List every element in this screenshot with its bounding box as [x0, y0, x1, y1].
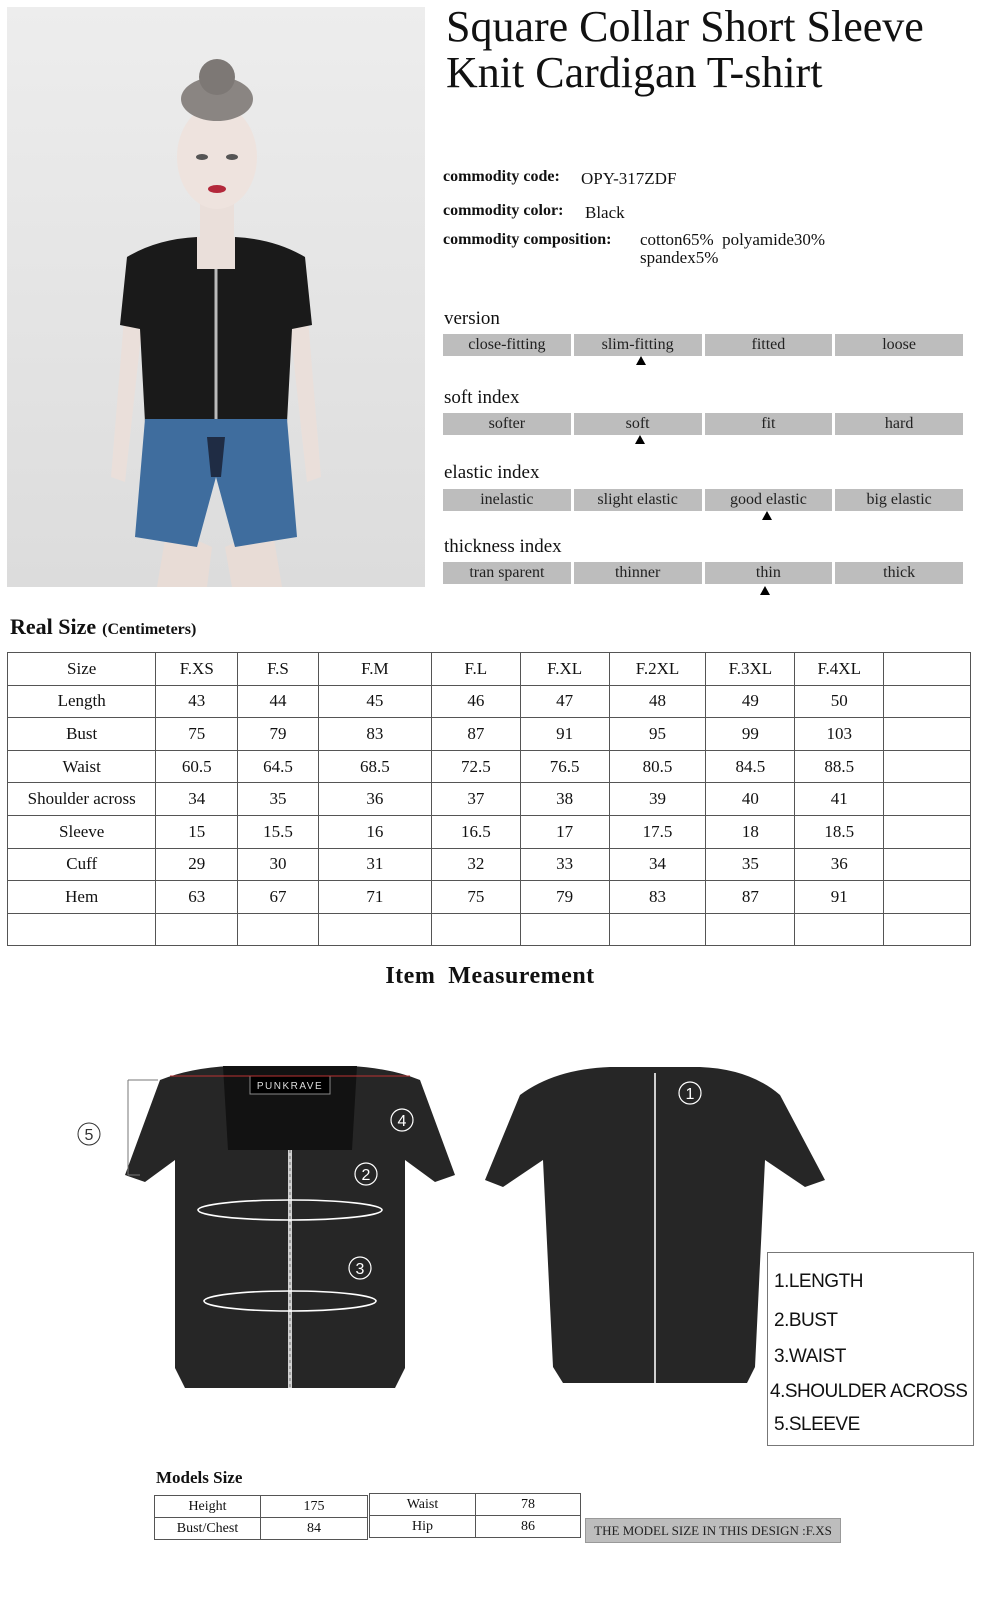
- table-row: [8, 783, 971, 816]
- brand-label: PUNKRAVE: [256, 1081, 324, 1092]
- commodity-color-value: Black: [585, 203, 625, 222]
- measurement-label-cell: Sleeve: [8, 815, 156, 848]
- size-value-cell: 76.5: [520, 750, 609, 783]
- soft-index-option: fit: [705, 413, 833, 435]
- version-scale: [443, 334, 963, 356]
- size-value-cell: 75: [156, 718, 238, 751]
- thickness-index-scale: [443, 562, 963, 584]
- size-value-cell: 84.5: [706, 750, 795, 783]
- size-value-cell: 40: [706, 783, 795, 816]
- table-row: [155, 1496, 368, 1518]
- size-table-header-row: [8, 653, 971, 686]
- version-selected-marker: [636, 356, 646, 365]
- callout-4: 4: [397, 1113, 407, 1130]
- table-row: [8, 815, 971, 848]
- size-value-cell: 34: [609, 848, 706, 881]
- size-value-cell: 44: [238, 685, 319, 718]
- callout-5: 5: [84, 1127, 94, 1144]
- size-value-cell: 79: [520, 881, 609, 914]
- soft-index-option: hard: [835, 413, 963, 435]
- legend-sleeve: 5.SLEEVE: [774, 1414, 860, 1435]
- callout-1: 1: [685, 1086, 695, 1103]
- soft-index-selected-marker: [635, 435, 645, 444]
- size-value-cell: [609, 913, 706, 946]
- table-row: [8, 881, 971, 914]
- size-value-cell: 67: [238, 881, 319, 914]
- size-value-cell: [238, 913, 319, 946]
- size-value-cell: 29: [156, 848, 238, 881]
- size-value-cell: 46: [431, 685, 520, 718]
- legend-bust: 2.BUST: [774, 1310, 838, 1331]
- size-value-cell: 30: [238, 848, 319, 881]
- size-header-cell: F.3XL: [706, 653, 795, 686]
- size-value-cell: 91: [795, 881, 884, 914]
- table-row: [370, 1494, 581, 1516]
- model-height-label: Height: [155, 1496, 261, 1518]
- models-size-title: Models Size: [156, 1468, 243, 1487]
- legend-waist: 3.WAIST: [774, 1346, 846, 1367]
- size-value-cell: 36: [318, 783, 431, 816]
- size-value-cell: 95: [609, 718, 706, 751]
- measurement-legend: [767, 1252, 974, 1446]
- size-value-cell: 41: [795, 783, 884, 816]
- elastic-index-selected-marker: [762, 511, 772, 520]
- version-option: loose: [835, 334, 963, 356]
- model-bust-value: 84: [261, 1518, 368, 1540]
- size-value-cell: 35: [238, 783, 319, 816]
- size-value-cell: [318, 913, 431, 946]
- model-size-note: THE MODEL SIZE IN THIS DESIGN :F.XS: [585, 1518, 841, 1543]
- size-value-cell: [884, 783, 971, 816]
- size-value-cell: 43: [156, 685, 238, 718]
- size-header-cell: F.XL: [520, 653, 609, 686]
- size-value-cell: 99: [706, 718, 795, 751]
- thickness-index-option: thick: [835, 562, 963, 584]
- size-value-cell: 17.5: [609, 815, 706, 848]
- legend-length: 1.LENGTH: [774, 1271, 863, 1292]
- size-value-cell: 64.5: [238, 750, 319, 783]
- size-value-cell: [156, 913, 238, 946]
- size-value-cell: 15.5: [238, 815, 319, 848]
- product-title: Square Collar Short Sleeve Knit Cardigan T-shirt: [446, 2, 924, 97]
- model-hip-value: 86: [476, 1516, 581, 1538]
- size-value-cell: 32: [431, 848, 520, 881]
- model-hip-label: Hip: [370, 1516, 476, 1538]
- size-value-cell: [884, 750, 971, 783]
- elastic-index-option: good elastic: [705, 489, 833, 511]
- size-value-cell: 36: [795, 848, 884, 881]
- size-header-cell: F.M: [318, 653, 431, 686]
- size-value-cell: 83: [318, 718, 431, 751]
- measurement-label-cell: [8, 913, 156, 946]
- size-value-cell: [884, 685, 971, 718]
- thickness-index-option: thinner: [574, 562, 702, 584]
- size-value-cell: 80.5: [609, 750, 706, 783]
- elastic-index-option: slight elastic: [574, 489, 702, 511]
- size-value-cell: 15: [156, 815, 238, 848]
- size-value-cell: 72.5: [431, 750, 520, 783]
- size-value-cell: 38: [520, 783, 609, 816]
- size-value-cell: 39: [609, 783, 706, 816]
- measurement-label-cell: Hem: [8, 881, 156, 914]
- model-waist-label: Waist: [370, 1494, 476, 1516]
- size-value-cell: 91: [520, 718, 609, 751]
- measurement-label-cell: Bust: [8, 718, 156, 751]
- table-row: [8, 913, 971, 946]
- size-header-cell: F.L: [431, 653, 520, 686]
- commodity-code-label: commodity code:: [443, 168, 560, 185]
- version-option: fitted: [705, 334, 833, 356]
- size-value-cell: 103: [795, 718, 884, 751]
- size-value-cell: 48: [609, 685, 706, 718]
- size-value-cell: [884, 718, 971, 751]
- version-option: slim-fitting: [574, 334, 702, 356]
- measurement-label-cell: Waist: [8, 750, 156, 783]
- measurement-label-cell: Cuff: [8, 848, 156, 881]
- commodity-color-label: commodity color:: [443, 202, 564, 219]
- table-row: [155, 1518, 368, 1540]
- commodity-code-value: OPY-317ZDF: [581, 169, 677, 188]
- measurement-label-cell: Shoulder across: [8, 783, 156, 816]
- real-size-title: Real Size: [10, 614, 97, 639]
- commodity-composition-label: commodity composition:: [443, 231, 612, 248]
- front-garment-diagram: [60, 1050, 480, 1410]
- size-value-cell: 79: [238, 718, 319, 751]
- soft-index-option: softer: [443, 413, 571, 435]
- size-value-cell: [706, 913, 795, 946]
- size-value-cell: 47: [520, 685, 609, 718]
- size-value-cell: 37: [431, 783, 520, 816]
- size-header-cell: F.2XL: [609, 653, 706, 686]
- thickness-index-title: thickness index: [444, 536, 562, 557]
- table-row: [8, 685, 971, 718]
- size-value-cell: 31: [318, 848, 431, 881]
- size-value-cell: 16.5: [431, 815, 520, 848]
- table-row: [370, 1516, 581, 1538]
- size-value-cell: 75: [431, 881, 520, 914]
- size-value-cell: 18: [706, 815, 795, 848]
- elastic-index-option: big elastic: [835, 489, 963, 511]
- thickness-index-option: thin: [705, 562, 833, 584]
- size-value-cell: 71: [318, 881, 431, 914]
- size-value-cell: 87: [431, 718, 520, 751]
- version-option: close-fitting: [443, 334, 571, 356]
- version-title: version: [444, 308, 500, 329]
- size-value-cell: 60.5: [156, 750, 238, 783]
- size-value-cell: 16: [318, 815, 431, 848]
- thickness-index-option: tran sparent: [443, 562, 571, 584]
- measurement-label-cell: Length: [8, 685, 156, 718]
- composition-line-2: spandex5%: [640, 248, 719, 267]
- size-value-cell: 87: [706, 881, 795, 914]
- thickness-index-selected-marker: [760, 586, 770, 595]
- soft-index-option: soft: [574, 413, 702, 435]
- size-value-cell: 34: [156, 783, 238, 816]
- commodity-composition-value: [640, 231, 825, 267]
- size-value-cell: [884, 881, 971, 914]
- model-photo: [7, 7, 425, 587]
- size-value-cell: 35: [706, 848, 795, 881]
- model-bust-label: Bust/Chest: [155, 1518, 261, 1540]
- elastic-index-title: elastic index: [444, 462, 540, 483]
- real-size-unit: (Centimeters): [102, 621, 197, 638]
- size-value-cell: [795, 913, 884, 946]
- soft-index-scale: [443, 413, 963, 435]
- size-value-cell: 45: [318, 685, 431, 718]
- soft-index-title: soft index: [444, 387, 520, 408]
- size-table: [7, 652, 971, 946]
- callout-2: 2: [361, 1167, 371, 1184]
- elastic-index-option: inelastic: [443, 489, 571, 511]
- legend-shoulder-across: 4.SHOULDER ACROSS: [770, 1381, 968, 1402]
- size-value-cell: 49: [706, 685, 795, 718]
- table-row: [8, 718, 971, 751]
- size-value-cell: [431, 913, 520, 946]
- size-header-cell: Size: [8, 653, 156, 686]
- callout-3: 3: [355, 1261, 365, 1278]
- size-header-cell: [884, 653, 971, 686]
- size-header-cell: F.XS: [156, 653, 238, 686]
- models-table-left: [154, 1495, 368, 1540]
- real-size-heading: [10, 614, 196, 640]
- item-measurement-title: Item Measurement: [385, 963, 595, 989]
- model-illustration: [7, 7, 425, 587]
- size-value-cell: [884, 815, 971, 848]
- size-value-cell: 63: [156, 881, 238, 914]
- size-value-cell: [884, 848, 971, 881]
- size-header-cell: F.4XL: [795, 653, 884, 686]
- composition-line-1: cotton65% polyamide30%: [640, 230, 826, 249]
- size-value-cell: 18.5: [795, 815, 884, 848]
- size-value-cell: [884, 913, 971, 946]
- size-table-body: [8, 653, 971, 946]
- model-height-value: 175: [261, 1496, 368, 1518]
- size-value-cell: 50: [795, 685, 884, 718]
- models-table-right: [369, 1493, 581, 1538]
- size-value-cell: 33: [520, 848, 609, 881]
- model-waist-value: 78: [476, 1494, 581, 1516]
- size-value-cell: 88.5: [795, 750, 884, 783]
- size-value-cell: 83: [609, 881, 706, 914]
- size-value-cell: 17: [520, 815, 609, 848]
- size-value-cell: [520, 913, 609, 946]
- table-row: [8, 750, 971, 783]
- table-row: [8, 848, 971, 881]
- size-header-cell: F.S: [238, 653, 319, 686]
- size-value-cell: 68.5: [318, 750, 431, 783]
- elastic-index-scale: [443, 489, 963, 511]
